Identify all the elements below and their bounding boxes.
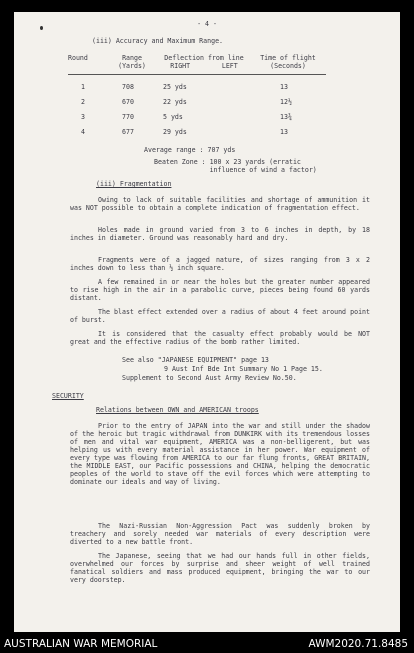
frag-paragraph: Owing to lack of suitable facilities and shortage of ammunition it was NOT possible to obtain a complete indication of fragmentation effect. [70, 196, 370, 212]
fragmentation-heading: (iii) Fragmentation [96, 180, 172, 188]
table-header-round: Round [68, 54, 88, 62]
archive-reference: AWM2020.71.8485 [308, 638, 408, 650]
frag-paragraph: Fragments were of a jagged nature, of sizes ranging from 3 x 2 inches down to less than ½ inch square. [70, 256, 370, 272]
security-heading: SECURITY [52, 392, 84, 400]
average-range: Average range : 707 yds [144, 146, 236, 154]
section-accuracy-heading: (iii) Accuracy and Maximum Range. [92, 37, 224, 45]
relations-heading: Relations between OWN and AMERICAN troops [96, 406, 259, 414]
see-also-line: 9 Aust Inf Bde Int Summary No 1 Page 15. [164, 365, 323, 373]
frag-paragraph: Holes made in ground varied from 3 to 6 inches in depth, by 18 inches in diameter. Ground was reasonably hard and dry. [70, 226, 370, 242]
table-rule [68, 74, 326, 75]
archive-name: AUSTRALIAN WAR MEMORIAL [4, 638, 158, 650]
table-row: 1 708 25 yds 13 [81, 83, 288, 91]
frag-paragraph: The blast effect extended over a radius of about 4 feet around point of burst. [70, 308, 370, 324]
beaten-zone: Beaten Zone : 100 x 23 yards (erratic influence of wind a factor) [154, 158, 317, 174]
security-paragraph: The Nazi-Russian Non-Aggression Pact was suddenly broken by treachery and sorely needed war materials of every description were diverted to a new battle front. [70, 522, 370, 546]
see-also-line: Supplement to Second Aust Army Review No.50. [122, 374, 297, 382]
table-row: 3 770 5 yds 13¾ [81, 113, 292, 121]
archive-footer [0, 636, 414, 653]
frag-paragraph: A few remained in or near the holes but the greater number appeared to rise high in the air in a parabolic curve, pieces being found 60 yards distant. [70, 278, 370, 302]
page-number: - 4 - [197, 20, 217, 28]
table-header-time: Time of flight (Seconds) [260, 54, 316, 70]
document-page [14, 12, 400, 632]
security-paragraph: Prior to the entry of JAPAN into the war and still under the shadow of the heroic but tragic withdrawal from DUNKIRK with its tremendous losses of men and vital war equipment, AMERICA was a non-belligerent, but was helping us with every material assistance in her power. War equipment of every type was flowing from AMERICA to our far flung fronts, GREAT BRITAIN, the MIDDLE EAST, our Pacific possessions and CHINA, helping the democratic peoples of the world to stave off the evil forces which were attempting to dominate our ideals and way of living. [70, 422, 370, 486]
table-row: 2 670 22 yds 12½ [81, 98, 292, 106]
frag-paragraph: It is considered that the casualty effect probably would be NOT great and the effective radius of the bomb rather limited. [70, 330, 370, 346]
security-paragraph: The Japanese, seeing that we had our hands full in other fields, overwhelmed our forces by surprise and sheer weight of well trained fanatical soldiers and mass produced equipment, bringing the war to our very doorstep. [70, 552, 370, 584]
table-header-deflection: Deflection from line RIGHT LEFT [164, 54, 244, 70]
see-also-line: See also "JAPANESE EQUIPMENT" page 13 [122, 356, 269, 364]
table-header-range: Range (Yards) [118, 54, 146, 70]
table-row: 4 677 29 yds 13 [81, 128, 288, 136]
